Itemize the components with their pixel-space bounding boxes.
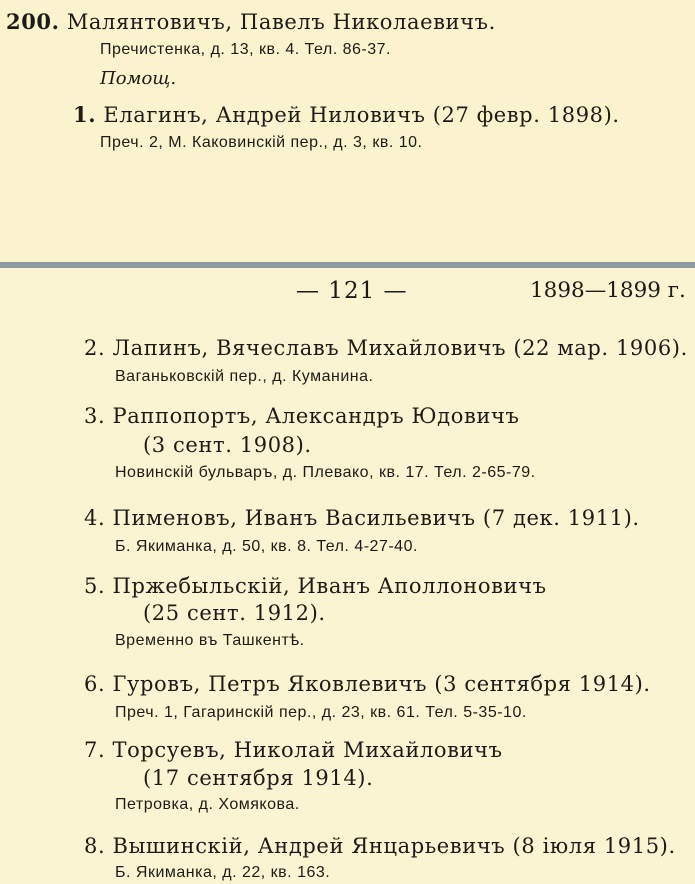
helper-entry-address: Преч. 2, М. Каковинскій пер., д. 3, кв. 10. xyxy=(100,134,423,151)
entry-date: (3 сент. 1908). xyxy=(143,433,312,457)
main-entry-line xyxy=(6,9,496,34)
entry-address: Петровка, д. Хомякова. xyxy=(115,796,300,813)
helper-entry-line xyxy=(73,102,620,127)
entry-address: Б. Якиманка, д. 50, кв. 8. Тел. 4-27-40. xyxy=(115,538,418,555)
entry-date: (25 сент. 1912). xyxy=(143,601,326,625)
entry-name: Гуровъ, Петръ Яковлевичъ (3 сентября 1914). xyxy=(112,672,651,696)
entry-name: Торсуевъ, Николай Михайловичъ xyxy=(112,738,503,762)
entry-line xyxy=(84,738,503,762)
helper-entry-name: Елагинъ, Андрей Ниловичъ (27 февр. 1898). xyxy=(103,103,620,127)
entry-line xyxy=(84,336,688,360)
entry-line xyxy=(84,404,519,428)
entry-number: 4. xyxy=(84,506,106,530)
main-entry-number: 200. xyxy=(6,9,60,34)
entry-number: 8. xyxy=(84,834,106,858)
entry-address: Б. Якиманка, д. 22, кв. 163. xyxy=(115,864,331,881)
entry-line xyxy=(84,506,640,530)
entry-line xyxy=(84,574,547,598)
entry-number: 3. xyxy=(84,404,106,428)
top-page-fragment xyxy=(0,0,695,262)
page-years: 1898—1899 г. xyxy=(530,278,686,303)
entry-line xyxy=(84,672,651,696)
helper-label: Помощ. xyxy=(100,68,177,89)
bottom-page-fragment xyxy=(0,268,695,884)
entry-number: 5. xyxy=(84,574,106,598)
page-number: — 121 — xyxy=(296,278,408,304)
entry-name: Пржебыльскій, Иванъ Аполлоновичъ xyxy=(112,574,547,598)
entry-name: Раппопортъ, Александръ Юдовичъ xyxy=(112,404,520,428)
entry-number: 2. xyxy=(84,336,106,360)
entry-address: Ваганьковскій пер., д. Куманина. xyxy=(115,368,374,385)
entry-line xyxy=(84,834,676,858)
entry-number: 7. xyxy=(84,738,106,762)
entry-number: 6. xyxy=(84,672,106,696)
entry-date: (17 сентября 1914). xyxy=(143,766,374,790)
entry-address: Преч. 1, Гагаринскій пер., д. 23, кв. 61. Тел. 5-35-10. xyxy=(115,704,527,721)
entry-name: Пименовъ, Иванъ Васильевичъ (7 дек. 1911). xyxy=(112,506,640,530)
entry-address: Новинскій бульваръ, д. Плевако, кв. 17. Тел. 2-65-79. xyxy=(115,464,536,481)
main-entry-address: Пречистенка, д. 13, кв. 4. Тел. 86-37. xyxy=(100,41,391,58)
entry-name: Вышинскій, Андрей Янцарьевичъ (8 іюля 1915). xyxy=(112,834,676,858)
main-entry-name: Малянтовичъ, Павелъ Николаевичъ. xyxy=(66,10,496,34)
helper-entry-number: 1. xyxy=(73,102,97,127)
entry-address: Временно въ Ташкентѣ. xyxy=(115,632,305,649)
entry-name: Лапинъ, Вячеславъ Михайловичъ (22 мар. 1906). xyxy=(112,336,688,360)
